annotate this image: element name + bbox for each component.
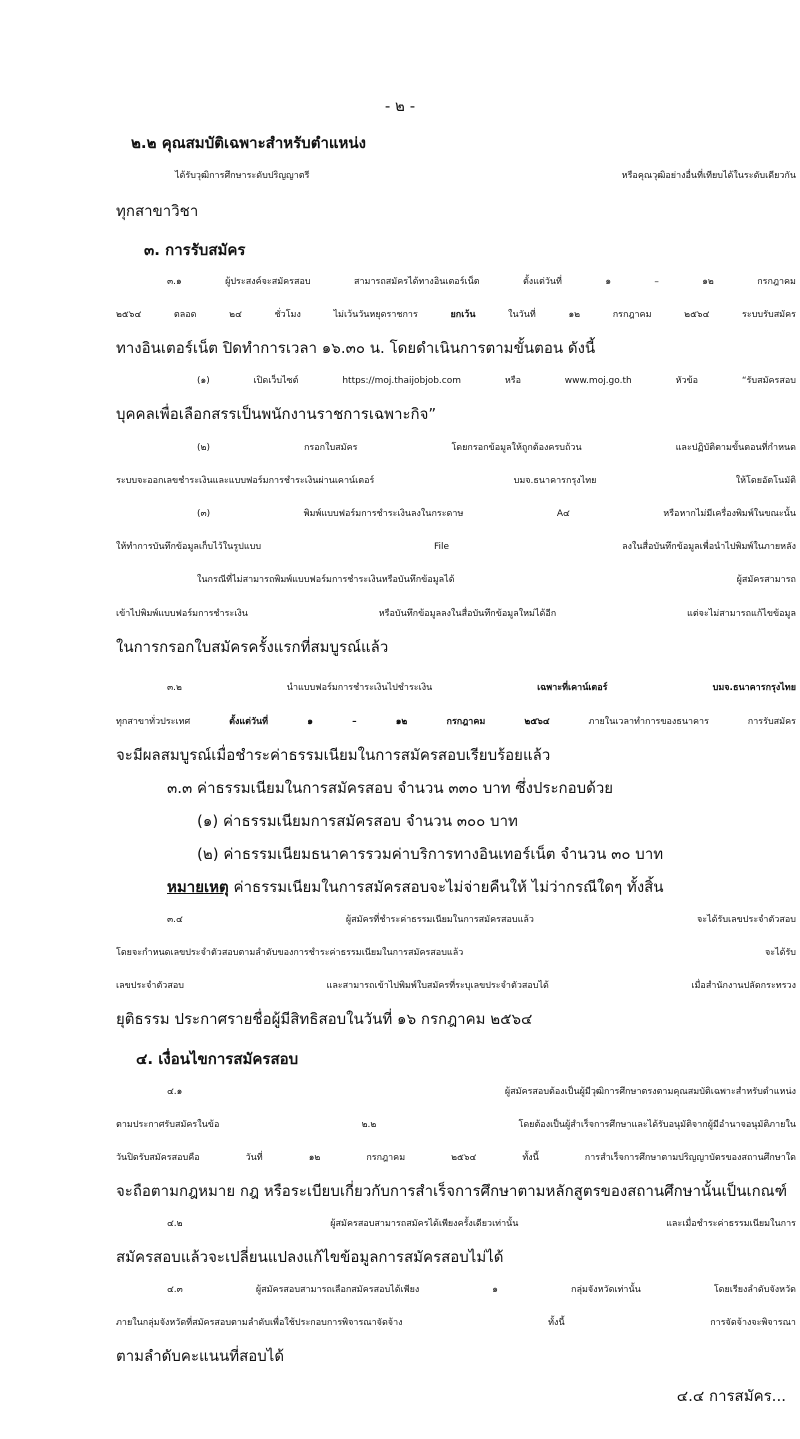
fee-item-1: (๑) ค่าธรรมเนียมการสมัครสอบ จำนวน ๓๐๐ บาท	[197, 812, 518, 830]
emphasis-text: ยกเว้น	[450, 310, 476, 320]
paragraph-3-4-line: ยุติธรรม ประกาศรายชื่อผู้มีสิทธิสอบในวันที่ ๑๖ กรกฎาคม ๒๕๖๔	[116, 1010, 533, 1028]
section-2-2-body-line: ทุกสาขาวิชา	[116, 202, 199, 220]
paragraph-3-2-line	[167, 670, 796, 706]
paragraph-3-1-line	[116, 297, 796, 333]
page-number: - ๒ -	[384, 97, 416, 115]
step-3-line: ให้ทำการบันทึกข้อมูลเก็บไว้ในรูปแบบ File ลงในสื่อบันทึกข้อมูลเพื่อนำไปพิมพ์ในภายหลัง	[116, 542, 796, 552]
paragraph-4-1-line: วันปิดรับสมัครสอบคือ วันที่ ๑๒ กรกฎาคม ๒๕๖๔ ทั้งนี้ การสำเร็จการศึกษาตามปริญญาบัตรของสถานศึกษาใด	[116, 1153, 796, 1163]
emphasis-text: เฉพาะที่เคาน์เตอร์ บมจ.ธนาคารกรุงไทย	[537, 683, 796, 693]
paragraph-3-1-line: ๓.๑ ผู้ประสงค์จะสมัครสอบ สามารถสมัครได้ทางอินเตอร์เน็ต ตั้งแต่วันที่ ๑ – ๑๒ กรกฎาคม	[167, 277, 796, 287]
note-case-line: เข้าไปพิมพ์แบบฟอร์มการชำระเงิน หรือบันทึกข้อมูลลงในสื่อบันทึกข้อมูลใหม่ได้อีก แต่จะไม่สามารถแก้ไขข้อมูล	[116, 609, 796, 619]
next-page-reference: ๔.๔ การสมัคร...	[676, 1387, 786, 1405]
paragraph-4-3-line: ๔.๓ ผู้สมัครสอบสามารถเลือกสมัครสอบได้เพียง ๑ กลุ่มจังหวัดเท่านั้น โดยเรียงลำดับจังหวัด	[167, 1285, 796, 1295]
text-run: ในวันที่ ๑๒ กรกฎาคม ๒๕๖๔ ระบบรับสมัคร	[508, 310, 796, 320]
paragraph-4-2-line: สมัครสอบแล้วจะเปลี่ยนแปลงแก้ไขข้อมูลการสมัครสอบไม่ได้	[116, 1248, 504, 1266]
remark-line	[167, 869, 664, 905]
note-case-line: ในกรณีที่ไม่สามารถพิมพ์แบบฟอร์มการชำระเงินหรือบันทึกข้อมูลได้ ผู้สมัครสามารถ	[197, 575, 796, 585]
remark-text: ค่าธรรมเนียมในการสมัครสอบจะไม่จ่ายคืนให้ ไม่ว่ากรณีใดๆ ทั้งสิ้น	[233, 878, 664, 896]
remark-label: หมายเหตุ	[167, 878, 229, 896]
paragraph-3-1-line: ทางอินเตอร์เน็ต ปิดทำการเวลา ๑๖.๓๐ น. โดยดำเนินการตามขั้นตอน ดังนี้	[116, 339, 596, 357]
text-run: ๓.๒ นำแบบฟอร์มการชำระเงินไปชำระเงิน	[167, 683, 433, 693]
text-run: ๒๕๖๔ ตลอด ๒๔ ชั่วโมง ไม่เว้นวันหยุดราชการ	[116, 310, 418, 320]
paragraph-4-1-line: ตามประกาศรับสมัครในข้อ ๒.๒ โดยต้องเป็นผู้สำเร็จการศึกษาและได้รับอนุมัติจากผู้มีอำนาจอนุมัติภายใน	[116, 1120, 796, 1130]
step-1-line: (๑) เปิดเว็บไซต์ https://moj.thaijobjob.com หรือ www.moj.go.th หัวข้อ “รับสมัครสอบ	[197, 376, 796, 386]
section-3-heading: ๓. การรับสมัคร	[144, 241, 246, 259]
paragraph-3-4-line: เลขประจำตัวสอบ และสามารถเข้าไปพิมพ์ใบสมัครที่ระบุเลขประจำตัวสอบได้ เมื่อสำนักงานปลัดกระทรวง	[116, 981, 796, 991]
section-2-2-body-line: ได้รับวุฒิการศึกษาระดับปริญญาตรี หรือคุณวุฒิอย่างอื่นที่เทียบได้ในระดับเดียวกัน	[175, 171, 796, 181]
emphasis-text: ตั้งแต่วันที่ ๑ – ๑๒ กรกฎาคม ๒๕๖๔	[229, 717, 550, 727]
paragraph-3-2-line: จะมีผลสมบูรณ์เมื่อชำระค่าธรรมเนียมในการสมัครสอบเรียบร้อยแล้ว	[116, 746, 551, 764]
fee-item-2: (๒) ค่าธรรมเนียมธนาคารรวมค่าบริการทางอินเทอร์เน็ต จำนวน ๓๐ บาท	[197, 845, 664, 863]
step-2-line: (๒) กรอกใบสมัคร โดยกรอกข้อมูลให้ถูกต้องครบถ้วน และปฏิบัติตามขั้นตอนที่กำหนด	[197, 443, 796, 453]
paragraph-4-1-line: ๔.๑ ผู้สมัครสอบต้องเป็นผู้มีวุฒิการศึกษาตรงตามคุณสมบัติเฉพาะสำหรับตำแหน่ง	[167, 1087, 796, 1097]
step-2-line: ระบบจะออกเลขชำระเงินและแบบฟอร์มการชำระเงินผ่านเคาน์เตอร์ บมจ.ธนาคารกรุงไทย ให้โดยอัตโนมัติ	[116, 476, 796, 486]
section-4-heading: ๔. เงื่อนไขการสมัครสอบ	[136, 1050, 299, 1068]
paragraph-4-2-line: ๔.๒ ผู้สมัครสอบสามารถสมัครได้เพียงครั้งเดียวเท่านั้น และเมื่อชำระค่าธรรมเนียมในการ	[167, 1219, 796, 1229]
text-run: ทุกสาขาทั่วประเทศ	[116, 717, 191, 727]
paragraph-3-4-line: ๓.๔ ผู้สมัครที่ชำระค่าธรรมเนียมในการสมัครสอบแล้ว จะได้รับเลขประจำตัวสอบ	[167, 915, 796, 925]
note-case-line: ในการกรอกใบสมัครครั้งแรกที่สมบูรณ์แล้ว	[116, 638, 389, 656]
paragraph-3-3-line: ๓.๓ ค่าธรรมเนียมในการสมัครสอบ จำนวน ๓๓๐ บาท ซึ่งประกอบด้วย	[167, 779, 614, 797]
step-1-line: บุคคลเพื่อเลือกสรรเป็นพนักงานราชการเฉพาะกิจ”	[116, 405, 437, 423]
step-3-line: (๓) พิมพ์แบบฟอร์มการชำระเงินลงในกระดาษ A๔ หรือหากไม่มีเครื่องพิมพ์ในขณะนั้น	[197, 509, 796, 519]
text-run: ภายในเวลาทำการของธนาคาร การรับสมัคร	[588, 717, 796, 727]
paragraph-4-1-line: จะถือตามกฎหมาย กฎ หรือระเบียบเกี่ยวกับการสำเร็จการศึกษาตามหลักสูตรของสถานศึกษานั้นเป็นเกณฑ์	[116, 1182, 788, 1200]
paragraph-4-3-line: ภายในกลุ่มจังหวัดที่สมัครสอบตามลำดับเพื่อใช้ประกอบการพิจารณาจัดจ้าง ทั้งนี้ การจัดจ้างจะพิจารณา	[116, 1318, 796, 1328]
paragraph-4-3-line: ตามลำดับคะแนนที่สอบได้	[116, 1347, 285, 1365]
paragraph-3-2-line	[116, 704, 796, 740]
section-2-2-heading: ๒.๒ คุณสมบัติเฉพาะสำหรับตำแหน่ง	[131, 134, 367, 152]
paragraph-3-4-line: โดยจะกำหนดเลขประจำตัวสอบตามลำดับของการชำระค่าธรรมเนียมในการสมัครสอบแล้ว จะได้รับ	[116, 948, 796, 958]
